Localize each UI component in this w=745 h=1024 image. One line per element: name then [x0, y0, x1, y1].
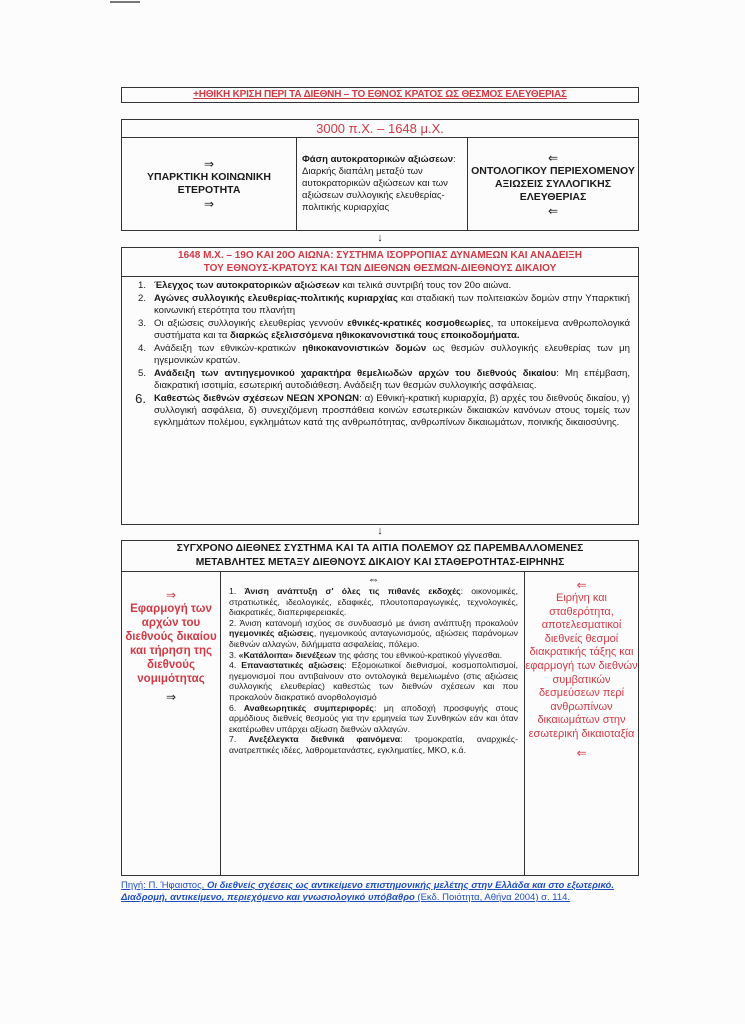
- left-column: [122, 572, 221, 875]
- cause-text: : Εξομοιωτικοί διεθνισμοί, κοσμοπολιτισμοί, ηγεμονισμοί που αντιβαίνουν στο οντολογικά θεμελιωμένο (στις αξιώσεις συλλογικής ελευθερίας) καθεστώς των διεθνών σχέσεων και που προκαλούν διακρατικό ανορθολογισμό: [229, 660, 518, 702]
- list-item-number: 4.: [137, 343, 146, 354]
- list-item-text: [154, 280, 630, 292]
- right-column: [525, 572, 638, 875]
- right-arrow-icon: ⇒: [165, 690, 177, 704]
- right-arrow-icon: ⇒: [203, 197, 215, 211]
- source-title: Οι διεθνείς σχέσεις ως αντικείμενο επιστημονικής μελέτης στην Ελλάδα και στο εξωτερικό. Διαδρομή, αντικείμενο, περιεχόμενο και γνωσιολογικό υπόβαθρο: [121, 880, 614, 903]
- cause-number: 4.: [229, 660, 242, 671]
- source-suffix: (Εκδ. Ποιότητα, Αθήνα 2004) σ. 114.: [414, 892, 571, 903]
- cause-item: [229, 650, 518, 661]
- list-item-segment: και τελικά συντριβή τους τον 20ο αιώνα.: [339, 280, 512, 291]
- list-item-segment: : Μη επέμβαση, διακρατική ισοτιμία, εσωτερική αυτοδιάθεση. Ανάδειξη των θεσμών συλλογικής ασφάλειας.: [154, 368, 630, 391]
- list-item-segment: Οι αξιώσεις συλλογικής ελευθερίας γεννούν: [154, 318, 348, 329]
- middle-cell: [297, 138, 468, 230]
- cause-emphasis: Επαναστατικές αξιώσεις: [241, 660, 345, 671]
- contemporary-heading: [122, 541, 638, 572]
- cause-number: 6.: [229, 702, 244, 713]
- left-cell-text: ΥΠΑΡΚΤΙΚΗ ΚΟΙΝΩΝΙΚΗ ΕΤΕΡΟΤΗΤΑ: [146, 171, 272, 196]
- modern-list: [122, 277, 638, 429]
- list-item-text: [154, 318, 630, 342]
- list-item-emphasis: εθνικές-κρατικές κοσμοθεωρίες: [347, 318, 491, 329]
- cause-number: 3.: [229, 649, 239, 660]
- contemporary-heading-line2: ΜΕΤΑΒΛΗΤΕΣ ΜΕΤΑΞΥ ΔΙΕΘΝΟΥΣ ΔΙΚΑΙΟΥ ΚΑΙ ΣΤΑΘΕΡΟΤΗΤΑΣ-ΕΙΡΗΝΗΣ: [195, 557, 565, 568]
- right-arrow-icon: ⇒: [165, 588, 177, 602]
- list-item-emphasis: Αγώνες συλλογικής ελευθερίας-πολιτικής κυριαρχίας: [154, 293, 398, 304]
- period-row: [122, 138, 638, 230]
- cause-text: , ηγεμονικούς ανταγωνισμούς, αξιώσεις παράνομων διεθνών αλλαγών, διλήμματα ασφαλείας, πόλεμο.: [229, 628, 518, 649]
- cause-text: Άνιση κατανομή ισχύος σε συνδυασμό με άνιση ανάπτυξη προκαλούν: [239, 617, 518, 628]
- list-item-segment: ως θεσμών συλλογικής ελευθερίας των μη ηγεμονικών κρατών.: [154, 343, 630, 366]
- right-cell-text: ΟΝΤΟΛΟΓΙΚΟΥ ΠΕΡΙΕΧΟΜΕΝΟΥ ΑΞΙΩΣΕΙΣ ΣΥΛΛΟΓΙΚΗΣ ΕΛΕΥΘΕΡΙΑΣ: [471, 164, 635, 203]
- list-item: [134, 318, 630, 342]
- right-column-text: Ειρήνη και σταθερότητα, αποτελεσματικοί διεθνείς θεσμοί διακρατικής τάξης και εφαρμογή των διεθνών συμβατικών δεσμεύσεων περί ανθρωπίνων δικαιωμάτων στην εσωτερική δικαιοταξία: [525, 592, 638, 740]
- list-item-number: 1.: [137, 280, 146, 291]
- scan-artifact: [110, 1, 140, 3]
- cause-emphasis: ηγεμονικές αξιώσεις: [229, 628, 314, 639]
- double-arrow-icon: ⇔: [367, 572, 380, 586]
- causes-list: [229, 586, 518, 756]
- list-item-segment: : α) Εθνική-κρατική κυριαρχία, β) αρχές του διεθνούς δικαίου, γ) συλλογική ασφάλεια, δ) συνεχιζόμενη προσπάθεια κοινών εσωτερικών δικαιακών κανόνων στους τομείς των εγκλημάτων πολέμου, εγκλημάτων κατά της ανθρωπότητας, ανθρωπίνων δικαιωμάτων, ποινικής δικαιοσύνης.: [154, 393, 630, 428]
- cause-text: : τρομοκρατία, αναρχικές-ανατρεπτικές ιδέες, λαθρομετανάστες, εγκληματίες, ΜΚΟ, κ.ά.: [229, 734, 518, 755]
- modern-heading-line2: ΤΟΥ ΕΘΝΟΥΣ-ΚΡΑΤΟΥΣ ΚΑΙ ΤΩΝ ΔΙΕΘΝΩΝ ΘΕΣΜΩΝ-ΔΙΕΘΝΟΥΣ ΔΙΚΑΙΟΥ: [203, 263, 557, 274]
- list-item-emphasis: Καθεστώς διεθνών σχέσεων ΝΕΩΝ ΧΡΟΝΩΝ: [154, 393, 360, 404]
- period-box-ancient: [121, 119, 639, 231]
- cause-number: 7.: [229, 734, 249, 745]
- list-item-text: [154, 293, 630, 317]
- list-item-segment: Ανάδειξη των εθνικών-κρατικών: [154, 343, 303, 354]
- list-item: [134, 293, 630, 317]
- list-item-text: [154, 393, 630, 429]
- list-item: [134, 280, 630, 292]
- list-item-number: 2.: [137, 293, 146, 304]
- right-arrow-icon: ⇒: [203, 157, 215, 171]
- modern-heading-line1: 1648 Μ.Χ. – 19Ο ΚΑΙ 20Ο ΑΙΩΝΑ: ΣΥΣΤΗΜΑ ΙΣΟΡΡΟΠΙΑΣ ΔΥΝΑΜΕΩΝ ΚΑΙ ΑΝΑΔΕΙΞΗ: [178, 250, 582, 261]
- modern-heading: [122, 248, 638, 277]
- left-arrow-icon: ⇐: [547, 203, 559, 218]
- cause-number: 1.: [229, 586, 245, 596]
- middle-cell-bold: Φάση αυτοκρατορικών αξιώσεων: [302, 154, 454, 165]
- right-cell: [468, 138, 638, 230]
- left-column-text: Εφαρμογή των αρχών του διεθνούς δικαίου και τήρηση της διεθνούς νομιμότητας: [125, 603, 217, 685]
- left-arrow-icon: ⇐: [547, 150, 559, 165]
- cause-text: : μη αποδοχή προσφυγής στους αρμόδιους διεθνείς θεσμούς για την ερμηνεία των Συνθηκών εάν και όταν εκατέρωθεν υπάρχει αξίωση διεθνών αλλαγών.: [229, 702, 518, 734]
- list-item-number: 5.: [137, 368, 146, 379]
- left-arrow-icon: ⇐: [576, 578, 587, 592]
- list-item: [134, 343, 630, 367]
- list-item: [134, 368, 630, 392]
- list-item-segment: και σταδιακή των πολιτειακών δομών στην Υπαρκτική κοινωνική ετερότητα του πλανήτη: [154, 293, 630, 316]
- cause-item: [229, 586, 518, 618]
- cause-item: [229, 618, 518, 650]
- document-title: +ΗΘΙΚΗ ΚΡΙΣΗ ΠΕΡΙ ΤΑ ΔΙΕΘΝΗ – ΤΟ ΕΘΝΟΣ ΚΡΑΤΟΣ ΩΣ ΘΕΣΜΟΣ ΕΛΕΥΘΕΡΙΑΣ: [121, 87, 639, 103]
- list-item-number: 3.: [137, 318, 146, 329]
- list-item-text: [154, 343, 630, 367]
- down-arrow-icon: ↓: [377, 525, 383, 537]
- period-box-modern: [121, 247, 639, 525]
- cause-item: [229, 734, 518, 755]
- list-item-number: 6.: [135, 391, 146, 406]
- left-cell: [122, 138, 297, 230]
- list-item-emphasis: Έλεγχος των αυτοκρατορικών αξιώσεων: [154, 280, 340, 291]
- middle-column: [221, 572, 525, 875]
- cause-emphasis: Άνιση ανάπτυξη σ' όλες τις πιθανές εκδοχές: [244, 586, 461, 596]
- list-item-emphasis: διαρκώς εξελισσόμενα ηθικοκανονιστικά τους εποικοδομήματα.: [230, 330, 520, 341]
- cause-emphasis: «Κατάλοιπα» διενέξεων: [238, 649, 337, 660]
- period-heading: 3000 π.Χ. – 1648 μ.Χ.: [122, 120, 638, 138]
- list-item-text: [154, 368, 630, 392]
- cause-item: [229, 660, 518, 702]
- cause-number: 2.: [229, 617, 240, 628]
- cause-emphasis: Ανεξέλεγκτα διεθνικά φαινόμενα: [248, 734, 401, 745]
- list-item: [134, 393, 630, 429]
- contemporary-box: [121, 540, 639, 876]
- contemporary-heading-line1: ΣΥΓΧΡΟΝΟ ΔΙΕΘΝΕΣ ΣΥΣΤΗΜΑ ΚΑΙ ΤΑ ΑΙΤΙΑ ΠΟΛΕΜΟΥ ΩΣ ΠΑΡΕΜΒΑΛΛΟΜΕΝΕΣ: [176, 543, 584, 554]
- cause-text: της φάσης του εθνικού-κρατικού γίγνεσθαι.: [336, 649, 503, 660]
- contemporary-row: [122, 572, 638, 875]
- left-arrow-icon: ⇐: [576, 745, 587, 760]
- middle-cell-text: : Διαρκής διαπάλη μεταξύ των αυτοκρατορικών αξιώσεων και των αξιώσεων συλλογικής ελευθερίας-πολιτικής κυριαρχίας: [302, 154, 456, 213]
- cause-emphasis: Αναθεωρητικές συμπεριφορές: [243, 702, 374, 713]
- source-citation[interactable]: [121, 880, 631, 904]
- cause-item: [229, 703, 518, 735]
- list-item-emphasis: Ανάδειξη των αντιηγεμονικού χαρακτήρα θεμελιωδών αρχών του διεθνούς δικαίου: [154, 368, 557, 379]
- down-arrow-icon: ↓: [377, 232, 383, 244]
- cause-text: : οικονομικές, στρατιωτικές, ιδεολογικές, εδαφικές, πλουτοπαραγωγικές, τεχνολογικές, διακρατικές, διαπεριφερειακές.: [229, 586, 518, 618]
- list-item-segment: , τα υποκείμενα ανθρωπολογικά συστήματα και τα: [154, 318, 630, 341]
- source-prefix: Πηγή: Π. Ήφαιστος,: [121, 880, 207, 891]
- list-item-emphasis: ηθικοκανονιστικών δομών: [302, 343, 427, 354]
